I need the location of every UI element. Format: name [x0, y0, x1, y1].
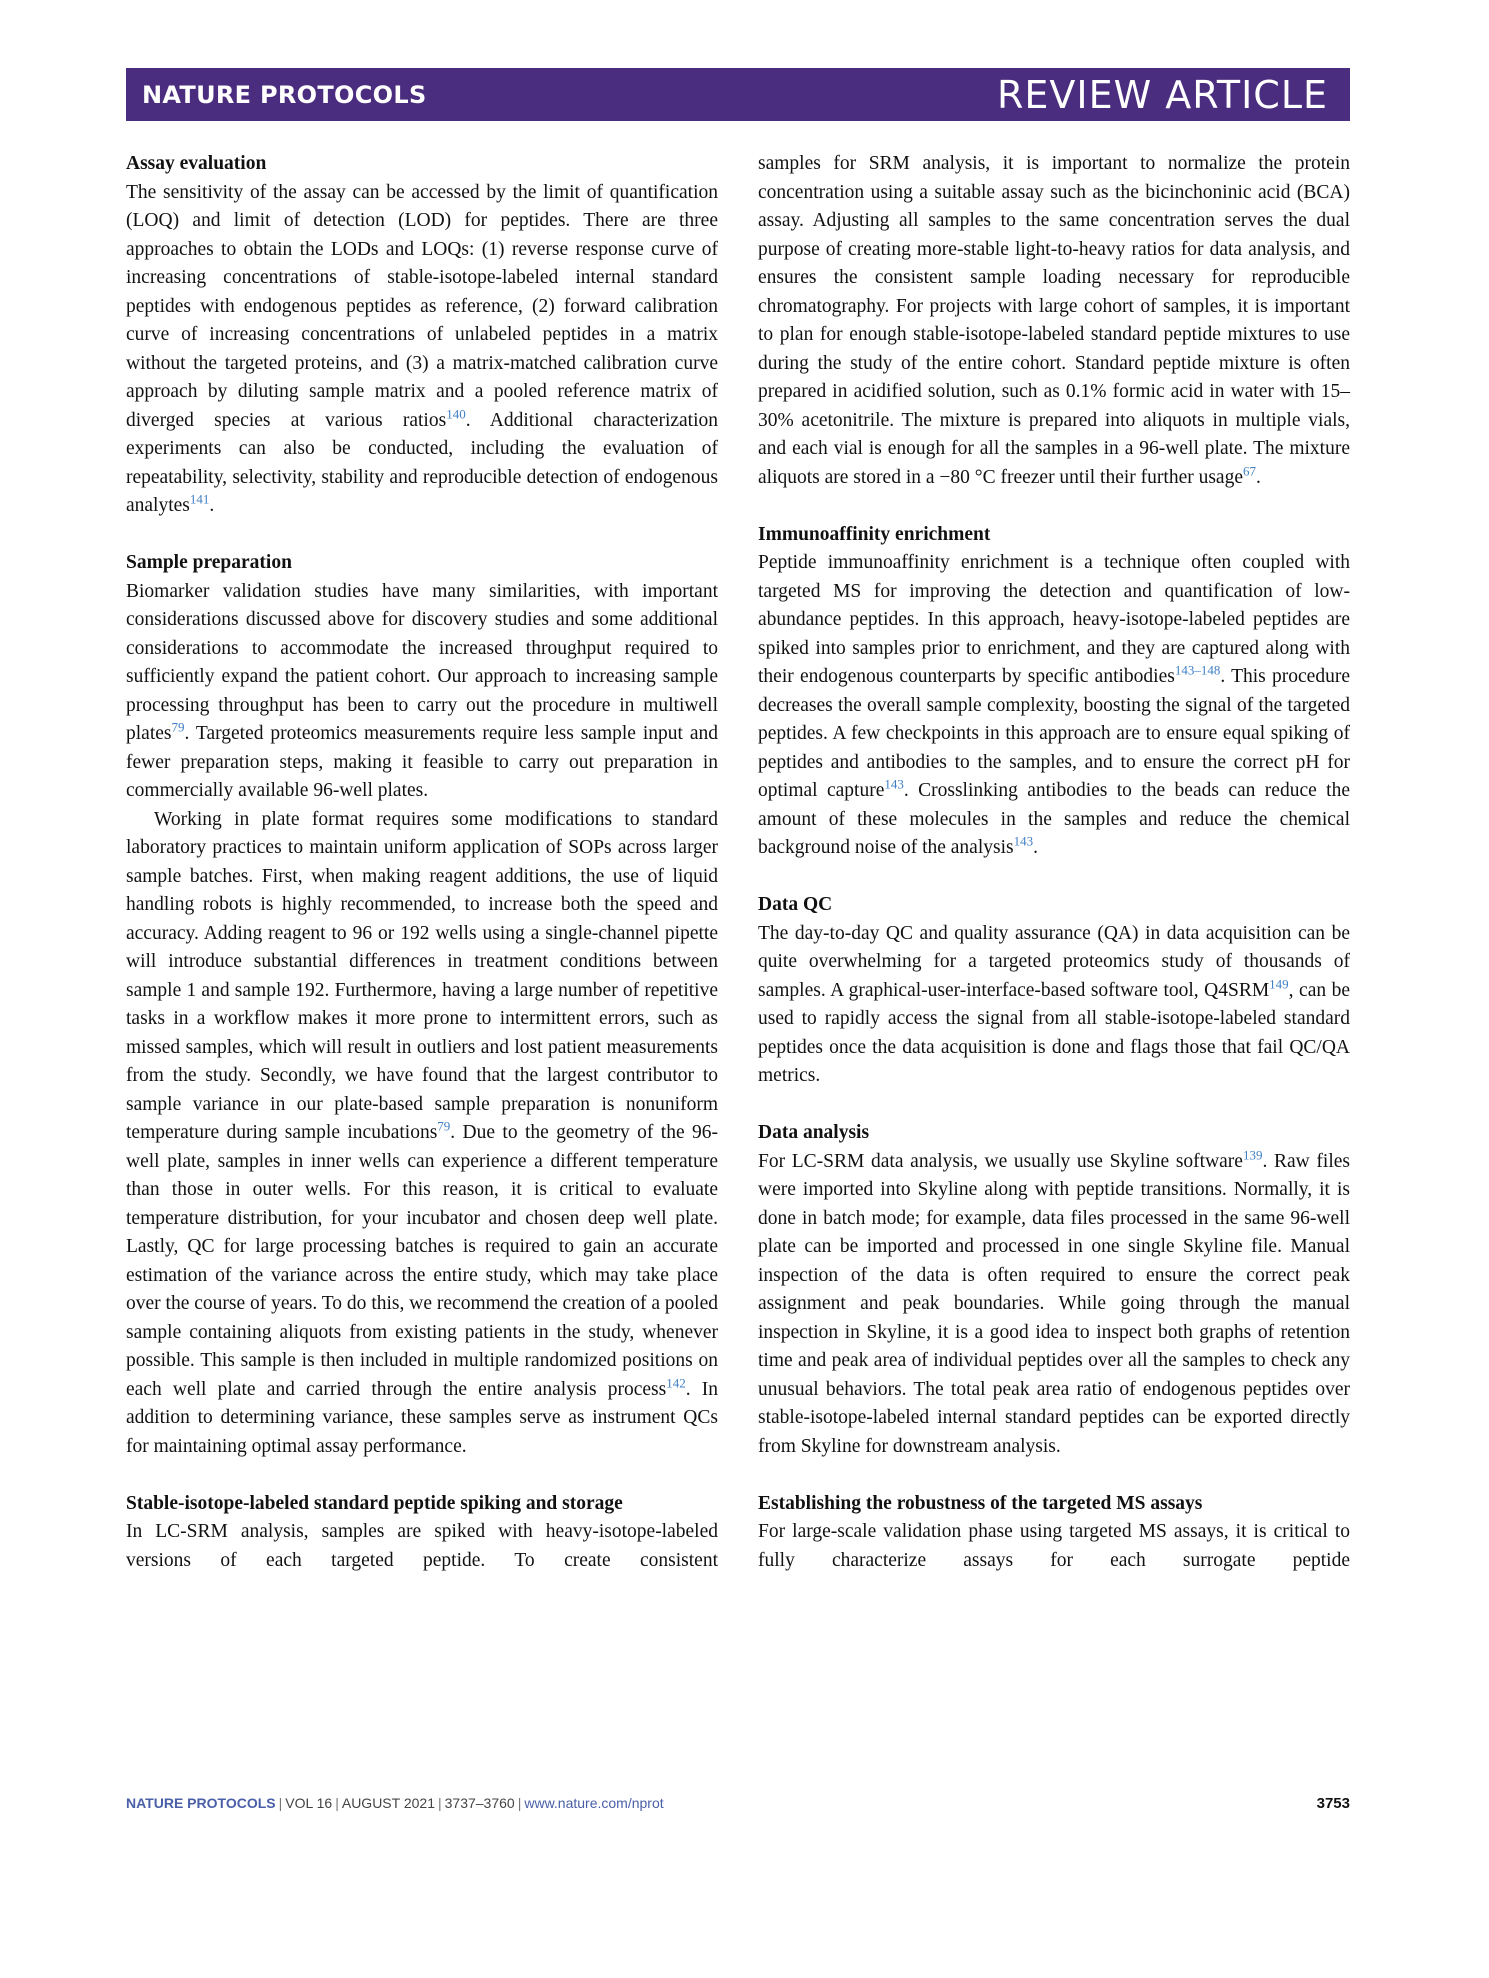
section-heading-robustness: Establishing the robustness of the targeted MS assays: [758, 1492, 1203, 1514]
paragraph: For large-scale validation phase using targeted MS assays, it is critical to fully characterize assays for each surrogate peptide: [758, 1521, 1350, 1571]
section-heading-sample-preparation: Sample preparation: [126, 552, 292, 573]
citation-link[interactable]: 139: [1242, 1147, 1263, 1162]
section-heading-stable-isotope: Stable-isotope-labeled standard peptide spiking and storage: [126, 1492, 623, 1514]
page-number: 3753: [1316, 1795, 1350, 1812]
paragraph: The sensitivity of the assay can be accessed by the limit of quantification (LOQ) and limit of detection (LOD) for peptides. There are three approaches to obtain the LODs and LOQs: (1) reverse response curve of increasing concentrations of stable-isotope-labeled internal standard peptides with endogenous peptides as reference, (2) forward calibration curve of increasing concentrations of unlabeled peptides in a matrix without the targeted proteins, and (3) a matrix-matched calibration curve approach by diluting sample matrix and a pooled reference matrix of diverged species at various ratios$^{140}$. Additional characterization experiments can also be conducted, including the evaluation of repeatability, selectivity, stability and reproducible detection of endogenous analytes$^{141}$.: [126, 181, 719, 516]
paragraph: For LC-SRM data analysis, we usually use Skyline software$^{139}$. Raw files were imported into Skyline along with peptide transitions. Normally, it is done in batch mode; for example, data files processed in the same 96-well plate can be imported and processed in one single Skyline file. Manual inspection of the data is often required to ensure the correct peak assignment and peak boundaries. While going through the manual inspection in Skyline, it is a good idea to inspect both graphs of retention time and peak area of individual peptides over all the samples to check any unusual behaviors. The total peak area ratio of endogenous peptides over stable-isotope-labeled internal standard peptides can be exported directly from Skyline for downstream analysis.: [758, 1147, 1350, 1457]
paragraph: Working in plate format requires some modifications to standard laboratory practices to maintain uniform application of SOPs across larger sample batches. First, when making reagent additions, the use of liquid handling robots is highly recommended, to increase both the speed and accuracy. Adding reagent to 96 or 192 wells using a single-channel pipette will introduce substantial differences in treatment conditions between sample 1 and sample 192. Furthermore, having a large number of repetitive tasks in a workflow makes it more prone to intermittent errors, such as missed samples, which will result in outliers and lost patient measurements from the study. Secondly, we have found that the largest contributor to sample variance in our plate-based sample preparation is nonuniform temperature during sample incubations$^{79}$. Due to the geometry of the 96-well plate, samples in inner wells can experience a different temperature than those in outer wells. For this reason, it is critical to evaluate temperature distribution, for your incubator and chosen deep well plate. Lastly, QC for large processing batches is required to gain an accurate estimation of the variance across the entire study, which may take place over the course of years. To do this, we recommend the creation of a pooled sample containing aliquots from existing patients in the study, whenever possible. This sample is then included in multiple randomized positions on each well plate and carried through the entire analysis process$^{142}$. In addition to determining variance, these samples serve as instrument QCs for maintaining optimal assay performance.: [126, 808, 718, 1457]
citation-link[interactable]: 140: [446, 406, 466, 421]
article-type: REVIEW ARTICLE: [996, 72, 1328, 117]
page-footer: [126, 1795, 1350, 1819]
section-heading-data-qc: Data QC: [758, 894, 833, 915]
citation-link[interactable]: 149: [1269, 976, 1289, 991]
footer-journal: NATURE PROTOCOLS: [126, 1795, 276, 1811]
citation-link[interactable]: 143–148: [1174, 662, 1221, 678]
journal-link[interactable]: www.nature.com/nprot: [524, 1795, 664, 1811]
section-heading-immunoaffinity: Immunoaffinity enrichment: [758, 523, 991, 545]
footer-pages: 3737–3760: [444, 1795, 515, 1811]
journal-title: NATURE PROTOCOLS: [142, 80, 427, 109]
paragraph: Biomarker validation studies have many similarities, with important considerations discussed above for discovery studies and some additional considerations to accommodate the increased throughput required to sufficiently expand the patient cohort. Our approach to increasing sample processing throughput has been to carry out the procedure in multiwell plates$^{79}$. Targeted proteomics measurements require less sample input and fewer preparation steps, making it feasible to carry out preparation in commercially available 96-well plates.: [126, 580, 718, 801]
citation-link[interactable]: 141: [189, 491, 210, 507]
footer-volume: VOL 16: [285, 1795, 333, 1811]
paragraph: In LC-SRM analysis, samples are spiked with heavy-isotope-labeled versions of each targeted peptide. To create consistent: [126, 1521, 718, 1571]
left-column: [126, 150, 718, 1575]
journal-header-banner: [126, 68, 1350, 121]
citation-line: NATURE PROTOCOLS | VOL 16 | AUGUST 2021 | 3737–3760 | www.nature.com/nprot: [126, 1795, 664, 1811]
citation-link[interactable]: 79: [171, 719, 185, 735]
section-heading-data-analysis: Data analysis: [758, 1122, 870, 1143]
paragraph: Peptide immunoaffinity enrichment is a technique often coupled with targeted MS for improving the detection and quantification of low-abundance peptides. In this approach, heavy-isotope-labeled peptides are spiked into samples prior to enrichment, and they are captured along with their endogenous counterparts by specific antibodies$^{143-148}$. This procedure decreases the overall sample complexity, boosting the signal of the targeted peptides. A few checkpoints in this approach are to ensure equal spiking of peptides and antibodies to the samples, and to ensure the correct pH for optimal capture$^{143}$. Crosslinking antibodies to the beads can reduce the amount of these molecules in the samples and reduce the chemical background noise of the analysis$^{143}$.: [758, 552, 1350, 858]
citation-link[interactable]: 143: [884, 776, 904, 792]
right-column: [758, 150, 1350, 1575]
citation-link[interactable]: 79: [437, 1118, 451, 1134]
footer-date: AUGUST 2021: [341, 1795, 435, 1811]
paragraph: The day-to-day QC and quality assurance (QA) in data acquisition can be quite overwhelming for a targeted proteomics study of thousands of samples. A graphical-user-interface-based software tool, Q4SRM$^{149}$, can be used to rapidly access the signal from all stable-isotope-labeled standard peptides once the data acquisition is done and flags those that fail QC/QA metrics.: [758, 922, 1350, 1086]
citation-link[interactable]: 67: [1243, 463, 1256, 478]
citation-link[interactable]: 142: [666, 1375, 686, 1390]
paragraph: samples for SRM analysis, it is important to normalize the protein concentration using a suitable assay such as the bicinchoninic acid (BCA) assay. Adjusting all samples to the same concentration serves the dual purpose of creating more-stable light-to-heavy ratios for data analysis, and ensures the consistent sample loading necessary for reproducible chromatography. For projects with large cohort of samples, it is important to plan for enough stable-isotope-labeled standard peptide mixtures to use during the study of the entire cohort. Standard peptide mixture is often prepared in acidified solution, such as 0.1% formic acid in water with 15–30% acetonitrile. The mixture is prepared into aliquots in multiple vials, and each vial is enough for all the samples in a 96-well plate. The mixture aliquots are stored in a −80 °C freezer until their further usage$^{67}$.: [758, 153, 1350, 488]
citation-link[interactable]: 143: [1013, 833, 1034, 849]
section-heading-assay-evaluation: Assay evaluation: [126, 153, 267, 174]
